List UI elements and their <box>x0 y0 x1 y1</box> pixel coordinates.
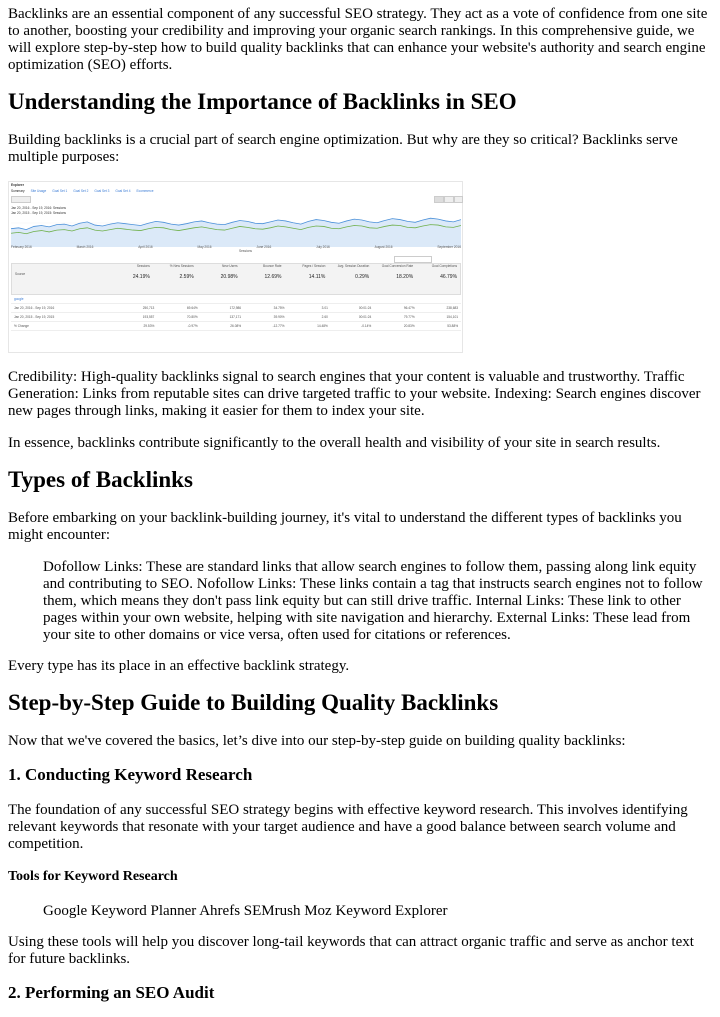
col-header[interactable]: % New Sessions 2.59% <box>169 264 194 280</box>
col-header[interactable]: New Users 20.98% <box>220 264 238 280</box>
tab-goal-set-1[interactable]: Goal Set 1 <box>52 189 68 193</box>
table-search-input[interactable] <box>394 256 432 263</box>
table-row: google <box>11 295 461 304</box>
table-row: Jan 20, 2015 - Sep 19, 2015 193,557 70.80% 137,171 39.90% 2.60 00:01:24 79.77% 154,101 <box>11 313 461 322</box>
x-label: February 2016 <box>11 245 32 249</box>
col-header[interactable]: Sessions 24.19% <box>132 264 150 280</box>
paragraph: Now that we've covered the basics, let’s dive into our step-by-step guide on building quality backlinks: <box>8 733 626 749</box>
data-table <box>11 263 461 331</box>
tab-goal-set-2[interactable]: Goal Set 2 <box>73 189 89 193</box>
paragraph: Credibility: High-quality backlinks signal to search engines that your content is valuable and trustworthy. Traffic Generation: Links from reputable sites can drive targeted traffic to your website. Indexing: Search engines discover new pages through links, making it easier for them to index your site. <box>8 369 701 419</box>
x-axis-labels <box>11 245 461 249</box>
tab-goal-set-3[interactable]: Goal Set 3 <box>94 189 110 193</box>
col-header[interactable]: Source <box>15 272 26 276</box>
col-header[interactable]: Goal Conversion Rate 18.20% <box>381 264 414 280</box>
col-header[interactable]: Pages / Session 14.11% <box>302 264 326 280</box>
analytics-screenshot <box>8 181 463 353</box>
legend-current: Jan 20, 2016 - Sep 19, 2016: Sessions <box>11 206 66 210</box>
tools-heading: Tools for Keyword Research <box>8 869 178 884</box>
report-tabs <box>11 189 157 193</box>
month-button[interactable] <box>454 196 463 203</box>
x-label: June 2016 <box>256 245 272 249</box>
x-label: August 2016 <box>374 245 393 249</box>
paragraph: In essence, backlinks contribute significantly to the overall health and visibility of your site in search results. <box>8 435 661 451</box>
week-button[interactable] <box>444 196 454 203</box>
tab-summary[interactable]: Summary <box>11 189 25 193</box>
x-label: September 2016 <box>437 245 461 249</box>
day-button[interactable] <box>434 196 444 203</box>
x-label: July 2016 <box>316 245 330 249</box>
x-label: April 2016 <box>138 245 153 249</box>
col-header[interactable]: Avg. Session Duration 0.29% <box>337 264 370 280</box>
col-header[interactable]: Bounce Rate 12.69% <box>263 264 282 280</box>
table-header <box>11 263 461 295</box>
legend-previous: Jan 20, 2015 - Sep 19, 2015: Sessions <box>11 211 66 215</box>
paragraph: Every type has its place in an effective backlink strategy. <box>8 658 350 674</box>
subheading-keyword-research: 1. Conducting Keyword Research <box>8 765 253 784</box>
paragraph: The foundation of any successful SEO strategy begins with effective keyword research. This involves identifying relevant keywords that resonate with your target audience and have a good balance between search volume and competition. <box>8 802 688 852</box>
paragraph: Using these tools will help you discover long-tail keywords that can attract organic traffic and serve as anchor text for future backlinks. <box>8 934 694 967</box>
metric-dropdown[interactable] <box>11 196 31 203</box>
section-heading-types: Types of Backlinks <box>8 467 193 492</box>
tab-ecommerce[interactable]: Ecommerce <box>136 189 154 193</box>
table-row: Jan 20, 2016 - Sep 19, 2016 250,713 69.64% 172,986 34.75% 3.01 00:01:24 96.47% 238,683 <box>11 304 461 313</box>
paragraph: Building backlinks is a crucial part of search engine optimization. But why are they so critical? Backlinks serve multiple purposes: <box>8 132 678 165</box>
intro-paragraph: Backlinks are an essential component of any successful SEO strategy. They act as a vote of confidence from one site to another, boosting your credibility and improving your organic search rankings. In this comprehensive guide, we will explore step-by-step how to build quality backlinks that can enhance your website's authority and search engine optimization (SEO) efforts. <box>8 6 708 73</box>
subheading-seo-audit: 2. Performing an SEO Audit <box>8 983 215 1002</box>
section-heading-importance: Understanding the Importance of Backlinks in SEO <box>8 89 517 114</box>
tab-site-usage[interactable]: Site Usage <box>30 189 47 193</box>
paragraph: Before embarking on your backlink-building journey, it's vital to understand the different types of backlinks you might encounter: <box>8 510 682 543</box>
series-current-line-area <box>11 218 461 247</box>
sessions-line-chart <box>11 215 461 247</box>
explorer-title: Explorer <box>11 183 24 187</box>
blockquote: Dofollow Links: These are standard links that allow search engines to follow them, passing along link equity and contributing to SEO. Nofollow Links: These links contain a tag that instructs search engines not to follow them, which means they don't pass link equity but can still drive traffic. Internal Links: These link to other pages within your own website, helping with site navigation and hierarchy. External Links: These lead from your site to other domains or vice versa, often used for citations or references. <box>43 559 703 643</box>
col-header[interactable]: Goal Completions 46.79% <box>431 264 458 280</box>
x-label: May 2016 <box>197 245 212 249</box>
tools-list: Google Keyword Planner Ahrefs SEMrush Moz Keyword Explorer <box>43 903 448 919</box>
table-row: % Change 29.53% -0.97% 26.08% -12.77% 14.48% -0.14% 20.83% 53.88% <box>11 322 461 331</box>
tab-goal-set-4[interactable]: Goal Set 4 <box>115 189 131 193</box>
x-axis-name: Sessions <box>239 249 252 253</box>
section-heading-guide: Step-by-Step Guide to Building Quality Backlinks <box>8 690 499 715</box>
x-label: March 2016 <box>76 245 94 249</box>
